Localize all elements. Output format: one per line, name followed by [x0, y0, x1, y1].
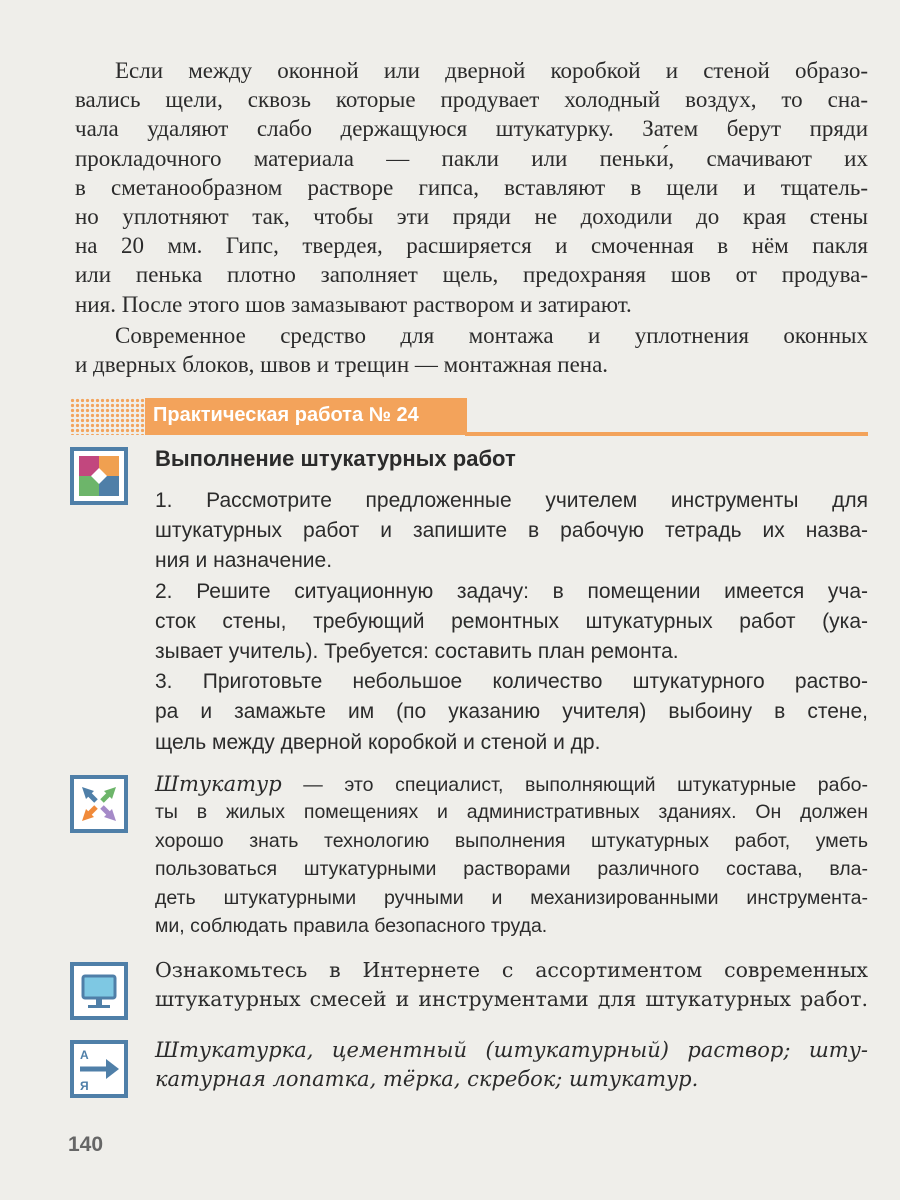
text-line: ра и замажьте им (по указанию учителя) выбоину в стене, — [155, 700, 868, 724]
text-line: на 20 мм. Гипс, твердея, расширяется и смоченная в нём пакля — [75, 233, 868, 259]
profession-icon — [70, 775, 128, 833]
text-line: штукатурных работ и запишите в рабочую тетрадь их назва- — [155, 519, 868, 543]
text-line: катурная лопатка, тёрка, скребок; штукатур. — [155, 1067, 699, 1091]
practical-work-band — [145, 398, 467, 435]
text-line: штукатурных смесей и инструментами для штукатурных работ. — [155, 987, 868, 1011]
text-line: деть штукатурными ручными и механизированными инструмента- — [155, 886, 868, 909]
text-line: Ознакомьтесь в Интернете с ассортиментом современных — [155, 958, 868, 982]
computer-icon — [70, 962, 128, 1020]
letter-a: А — [80, 1048, 89, 1062]
header-dot-pattern — [70, 398, 145, 435]
text-line: Если между оконной или дверной коробкой и стеной образо- — [115, 58, 868, 83]
text-line: щель между дверной коробкой и стеной и др. — [155, 730, 601, 754]
practical-icon — [70, 447, 128, 505]
text-line: Современное средство для монтажа и уплотнения оконных — [115, 322, 868, 348]
vocabulary-icon — [70, 1040, 128, 1098]
text-line: вались щели, сквозь которые продувает холодный воздух, то сна- — [75, 87, 868, 113]
text-line: прокладочного материала — пакли или пеньки́, смачивают их — [75, 145, 868, 171]
text-line: и дверных блоков, швов и трещин — монтажная пена. — [75, 352, 609, 377]
profession-term: Штукатур — [155, 772, 282, 796]
text-line: хорошо знать технологию выполнения штукатурных работ, уметь — [155, 829, 868, 852]
profession-text: — это специалист, выполняющий штукатурные рабо- — [281, 774, 868, 796]
text-line: или пенька плотно заполняет щель, предохраняя шов от продува- — [75, 262, 868, 288]
text-line: ния. После этого шов замазывают раствором и затирают. — [75, 291, 632, 317]
text-line: в сметанообразном растворе гипса, вставляют в щели и тщатель- — [75, 174, 868, 200]
text-line: 3. Приготовьте небольшое количество штукатурного раство- — [155, 670, 868, 694]
text-line: пользоваться штукатурными растворами различного состава, вла- — [155, 858, 868, 880]
text-line: чала удаляют слабо держащуюся штукатурку. Затем берут пряди — [75, 116, 868, 142]
practical-title: Выполнение штукатурных работ — [155, 446, 516, 471]
letter-ya: Я — [80, 1079, 89, 1093]
text-line: 1. Рассмотрите предложенные учителем инструменты для — [155, 489, 868, 512]
text-line: зывает учитель). Требуется: составить план ремонта. — [155, 640, 679, 663]
header-rule — [465, 432, 868, 436]
text-line: ми, соблюдать правила безопасного труда. — [155, 915, 548, 937]
text-line: но уплотняют так, чтобы эти пряди не доходили до края стены — [75, 204, 868, 229]
practical-work-label: Практическая работа № 24 — [153, 404, 419, 426]
text-line: 2. Решите ситуационную задачу: в помещении имеется уча- — [155, 579, 868, 603]
text-line: ния и назначение. — [155, 549, 333, 573]
text-line: сток стены, требующий ремонтных штукатурных работ (ука- — [155, 609, 868, 633]
profession-first-line — [155, 772, 868, 797]
page-number: 140 — [68, 1133, 104, 1156]
text-line: Штукатурка, цементный (штукатурный) раствор; шту- — [155, 1038, 868, 1062]
text-line: ты в жилых помещениях и административных зданиях. Он должен — [155, 801, 868, 823]
